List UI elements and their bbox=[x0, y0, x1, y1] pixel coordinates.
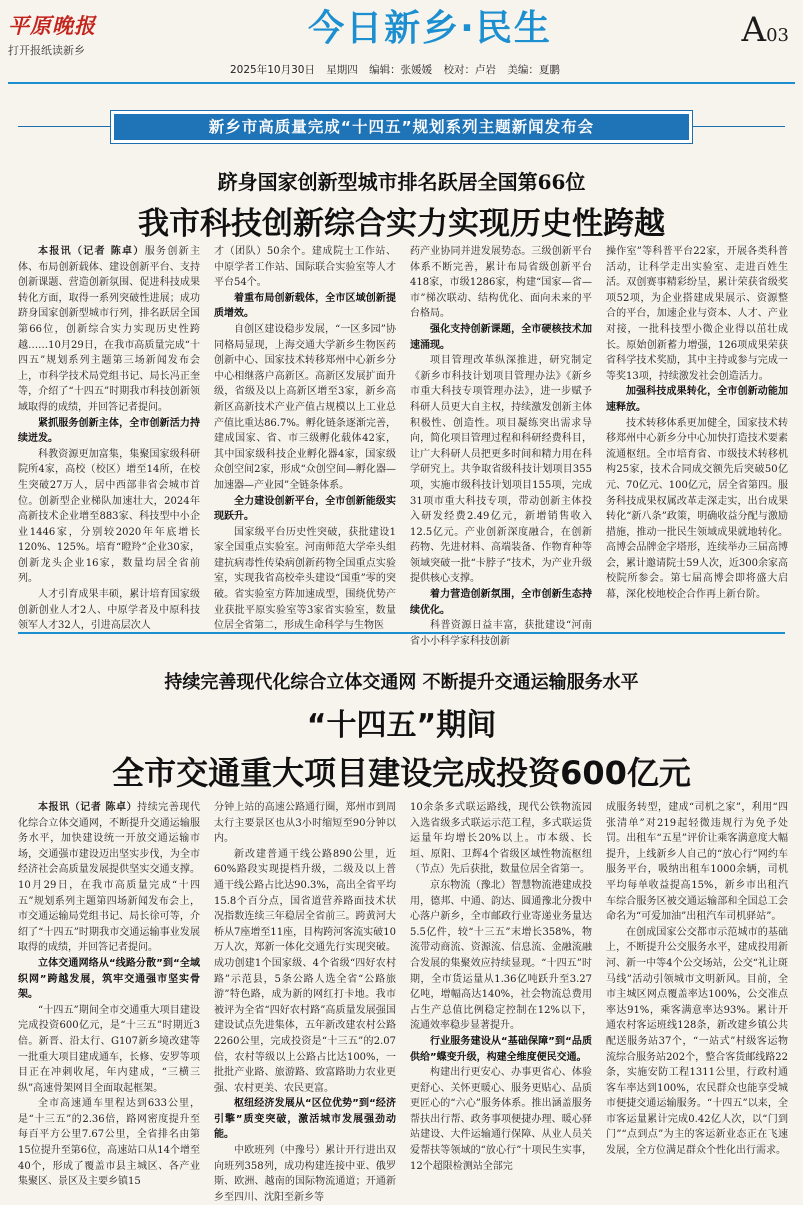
article-column bbox=[410, 244, 592, 647]
page-letter: A bbox=[741, 10, 767, 50]
page-code bbox=[742, 10, 789, 50]
series-banner bbox=[110, 110, 693, 144]
article2-body bbox=[18, 800, 788, 1203]
article-divider bbox=[18, 632, 785, 634]
body-paragraph: 构建出行更安心、办事更省心、体验更舒心、关怀更暖心、服务更贴心、品质更匠心的“六心”服务体系。推出涵盖服务帮扶出行帮、政务事项便捷办理、暖心驿站建设、大件运输通行保障、从业人员关爱帮扶等领域的“放心行”十项民生实事，12个超限检测站全部完 bbox=[410, 1067, 592, 1172]
editor-credit: 编辑：张媛媛 bbox=[369, 64, 433, 76]
article2-headline: 全市交通重大项目建设完成投资600亿元 bbox=[112, 754, 691, 792]
article-column bbox=[18, 800, 200, 1190]
newspaper-logo: 平原晚报 bbox=[8, 13, 96, 38]
body-paragraph: 技术转移体系更加健全，国家技术转移郑州中心新乡分中心加快打造技术要素流通枢纽。全市培育省、市级技术转移机构25家，技术合同成交额先后突破50亿元、70亿元、100亿元，居全省第四。服务科技成果权属改革走深走实，出台成果转化“新八条”政策，明确收益分配与激励措施，推动一批民生领域成果就地转化。高博会品牌金字塔形，连续举办三届高博会，累计邀请院士59人次，近300余家高校院所参会。第七届高博会即将盛大启幕，深化校地校企合作再上新台阶。 bbox=[606, 417, 788, 601]
body-paragraph: 药产业协同并进发展势态。三级创新平台体系不断完善，累计布局省级创新平台418家，市级1286家，构建“国家—省—市”梯次联动、结构优化、面向未来的平台格局。 bbox=[410, 246, 592, 320]
page-number: 03 bbox=[766, 25, 789, 46]
masthead bbox=[0, 0, 803, 88]
article1-body bbox=[18, 244, 788, 647]
banner-rule-right bbox=[693, 126, 785, 127]
subheading: 紧抓服务创新主体，全市创新活力持续迸发。 bbox=[18, 417, 200, 445]
subheading: 强化支持创新课题，全市硬核技术加速涌现。 bbox=[410, 323, 592, 351]
brand bbox=[8, 10, 128, 58]
subheading: 枢纽经济发展从“区位优势”到“经济引擎”质变突破，激活城市发展强劲动能。 bbox=[214, 1098, 396, 1141]
body-paragraph: 中欧班列（中豫号）累计开行进出双向班列358列，成功构建连接中亚、俄罗斯、欧洲、越南的国际物流通道；开通新乡至四川、沈阳至新乡等 bbox=[214, 1145, 396, 1203]
article-column bbox=[214, 800, 396, 1203]
body-paragraph: 京东物流（豫北）智慧物流港建成投用，德邦、中通、韵达、圆通豫北分拨中心落户新乡，全市邮政行业寄递业务量达5.5亿件，较“十三五”末增长358%，物流带动商流、资源流、信息流、金融流融合发展的集聚效应持续显现。“十四五”时期，全市货运量从1.36亿吨跃升至3.27亿吨，增幅高达140%，社会物流总费用占生产总值比例稳定控制在12%以下，流通效率稳步显著提升。 bbox=[410, 879, 592, 1032]
series-banner-text: 新乡市高质量完成“十四五”规划系列主题新闻发布会 bbox=[114, 114, 689, 140]
article-column bbox=[410, 800, 592, 1190]
issue-weekday: 星期四 bbox=[326, 64, 358, 76]
body-paragraph: 科普资源日益丰富，获批建设“河南省小小科学家科技创新 bbox=[410, 620, 592, 647]
lead-paragraph bbox=[18, 244, 200, 416]
body-paragraph: 操作室”等科普平台22家，开展各类科普活动，让科学走出实验室、走进百姓生活。双创赛事精彩纷呈，累计荣获省级奖项52项，为企业搭建成果展示、资源整合的平台，加速企业与资本、人才、产业对接，一批科技型小微企业得以茁壮成长。原始创新蓄力增强，126项成果荣获省科学技术奖励，其中主持或参与完成一等奖13项，持续激发社会创造活力。 bbox=[606, 246, 788, 382]
subheading: 着重布局创新载体，全市区域创新提质增效。 bbox=[214, 292, 396, 320]
body-paragraph: 项目管理改革纵深推进，研究制定《新乡市科技计划项目管理办法》《新乡市重大科技专项管理办法》，进一步赋予科研人员更大自主权，持续激发创新主体积极性、创造性。项目凝练突出需求导向，简化项目管理过程和科研经费科目，让广大科研人员把更多时间和精力用在科学研究上。共争取省级科技计划项目355项，实施市级科技计划项目155项，完成31项市重大科技专项，带动创新主体投入研发经费2.49亿元，新增销售收入12.5亿元。产业创新深度融合，在创新药物、先进材料、高端装备、作物育种等领域突破一批“卡脖子”技术，为产业升级提供核心支撑。 bbox=[410, 355, 592, 585]
body-paragraph: 人才引育成果丰硕，累计培育国家级创新创业人才2人、中原学者及中原科技领军人才32人，引进高层次人 bbox=[18, 589, 200, 632]
article1-headline: 我市科技创新综合实力实现历史性跨越 bbox=[138, 206, 665, 242]
body-paragraph: 10余条多式联运路线，现代公铁物流园入选省级多式联运示范工程，多式联运货运量年均增长20%以上。市本级、长垣、原阳、卫辉4个省级区域性物流枢纽（节点）先后获批，数量位居全省第一。 bbox=[410, 802, 592, 876]
banner-rule-left bbox=[18, 126, 110, 127]
article1-kicker: 跻身国家创新型城市排名跃居全国第66位 bbox=[217, 170, 586, 194]
body-paragraph: 国家级平台历史性突破，获批建设1家全国重点实验室。河南师范大学牵头组建抗病毒性传染病创新药物全国重点实验室，实现我省高校牵头建设“国重”零的突破。省实验室方阵加速成型，围绕优势产业获批平原实验室等3家省实验室，数量位居全省第二，形成生命科学与生物医 bbox=[214, 526, 396, 632]
body-paragraph: 全市高速通车里程达到633公里，是“十三五”的2.36倍，路网密度提升至每百平方公里7.67公里，全省排名由第15位提升至第6位，高速站口从14个增至40个，形成了覆盖市县主城区、各产业集聚区、景区及主要乡镇15 bbox=[18, 1098, 200, 1188]
subheading: 行业服务建设从“基础保障”到“品质供给”蝶变升级，构建全维度便民交通。 bbox=[410, 1035, 592, 1063]
body-paragraph: 新改建普通干线公路890公里，近60%路段实现提档升级，二级及以上普通干线公路占比达90.3%，高出全省平均15.8个百分点，国省道营养路面技术状况指数连续三年稳居全省前三。跨黄河大桥从7座增至11座，目构跨河客流实破10万人次，郑新一体化交通先行实现突破。成功创建1个国家级、4个省级“四好农村路”示范县，5条公路人选全省“公路旅游”特色路，成为新的网红打卡地。我市被评为全省“四好农村路”高质量发展强国建设试点先进集体，五年新改建农村公路2260公里，完成投资是“十三五”的2.07倍，农村等级以上公路占比达100%，一批批产业路、旅游路、致富路助力农业更强、农村更美、农民更富。 bbox=[214, 848, 396, 1094]
article-column bbox=[214, 244, 396, 632]
subheading: 立体交通网络从“线路分散”到“全域织网”跨越发展，筑牢交通强市坚实骨架。 bbox=[18, 957, 200, 1001]
proofreader-credit: 校对：卢岩 bbox=[443, 64, 496, 76]
section-title: 今日新乡·民生 bbox=[308, 8, 552, 49]
subheading: 着力营造创新氛围，全市创新生态持续优化。 bbox=[410, 589, 592, 616]
body-paragraph: 成服务转型，建成“司机之家”，利用“四张清单”对219起轻微违规行为免予处罚。出租车“五星”评价让乘客满意度大幅提升，上线新乡人自己的“放心行”网约车服务平台，吸纳出租车1000余辆，司机平均每单收益提高15%，新乡市出租汽车综合服务区被交通运输部和全国总工会命名为“可爱加油”出租汽车司机驿站”。 bbox=[606, 802, 788, 923]
body-paragraph: “十四五”期间全市交通重大项目建设完成投资600亿元，是“十三五”时期近3倍。新晋、沿太行、G107新乡境改建等一批重大项目建成通车，长修、安罗等项目正在冲刺收尾，年内建成，“三横三纵”高速骨架网目全面取起框架。 bbox=[18, 1004, 200, 1094]
body-paragraph: 分钟上站的高速公路通行圈，郑州市到周太行主要景区也从3小时缩短至90分钟以内。 bbox=[214, 802, 396, 845]
article2-headline-top: “十四五”期间 bbox=[306, 708, 497, 743]
article-column bbox=[18, 244, 201, 632]
body-paragraph: 自创区建设稳步发展，“一区多园”协同格局显现，上海交通大学新乡生物医药创新中心、国家技术转移郑州中心新乡分中心相继落户高新区。高新区发展扩面升级，省级及以上高新区增至3家，新乡高新区高新技术产业产值占规模以上工业总产值比重达86.7%。孵化链条逐渐完善，建成国家、省、市三级孵化载体42家，其中国家级科技企业孵化器4家，国家级众创空间2家，形成“众创空间—孵化器—加速器—产业园”全链条体系。 bbox=[214, 323, 396, 491]
article-column bbox=[606, 800, 788, 1190]
subheading: 全力建设创新平台，全市创新能级实现跃升。 bbox=[214, 495, 396, 523]
subheading: 加强科技成果转化，全市创新动能加速释放。 bbox=[606, 386, 788, 413]
article2-kicker: 持续完善现代化综合立体交通网 不断提升交通运输服务水平 bbox=[164, 672, 639, 693]
article-column bbox=[606, 244, 788, 622]
body-paragraph: 在创成国家公交都市示范城市的基础上，不断提升公交服务水平，建成投用新河、新一中等4个公交场站，公交“礼让斑马线”活动引领城市文明新风。目前，全市主城区网点覆盖率达100%，公交准点率达91%，乘客满意率达93%。累计开通农村客运班线128条，新改建乡镇公共配送服务站37个，“一站式”村级客运物流综合服务站202个，整合客货邮线路22条，实施安防工程1311公里，行政村通客车率达到100%，农民群众也能享受城市便捷交通运输服务。“十四五”以来，全市客运量累计完成0.42亿人次，以“门到门”“点到点”为主的客运新业态正在飞速发展，全方位满足群众个性化出行需求。 bbox=[606, 926, 788, 1157]
lead-paragraph bbox=[18, 800, 200, 956]
byline: 本报讯（记者 陈卓） bbox=[38, 802, 138, 813]
lead-text: 持续完善现代化综合立体交通网，不断提升交通运输服务水平，加快建设统一开放交通运输市场，交通强市建设迈出坚实步伐，为全市经济社会高质量发展提供坚实交通支撑。10月29日，在我市高质量完成“十四五”规划系列主题第四场新闻发布会上，市交通运输局党组书记、局长徐可等，介绍了“十四五”时期我市交通运输事业发展取得的成绩，并回答记者提问。 bbox=[18, 802, 201, 954]
issue-date: 2025年10月30日 bbox=[230, 64, 315, 76]
brand-tagline: 打开报纸读新乡 bbox=[8, 44, 85, 57]
body-paragraph: 才（团队）50余个。建成院士工作站、中原学者工作站、国际联合实验室等人才平台54个。 bbox=[214, 246, 396, 289]
masthead-rule bbox=[8, 82, 795, 84]
body-paragraph: 科教资源更加富集，集聚国家级科研院所4家，高校（校区）增至14所，在校生突破27万人，居中西部非省会城市首位。创新型企业梯队加速壮大，2024年高新技术企业增至883家、科技型中小企业1446家，分别较2020年年底增长120%、125%。培育“瞪羚”企业30家，创新龙头企业16家，数量均居全省前列。 bbox=[18, 448, 200, 585]
issue-meta bbox=[230, 62, 710, 77]
byline: 本报讯（记者 陈卓） bbox=[38, 246, 145, 257]
lead-text: 服务创新主体、布局创新载体、建设创新平台、支持创新课题、营造创新氛围、促进科技成果转化方面，取得一系列突破性进展；成功跻身国家创新型城市行列，排名跃居全国第66位，创新综合实力实现历史性跨越……10月29日，在我市高质量完成“十四五”规划系列主题第三场新闻发布会上，市科学技术局党组书记、局长冯正奎等，介绍了“十四五”时期我市科技创新领域取得的成绩，并回答记者提问。 bbox=[18, 246, 201, 413]
designer-credit: 美编：夏鹏 bbox=[507, 64, 560, 76]
